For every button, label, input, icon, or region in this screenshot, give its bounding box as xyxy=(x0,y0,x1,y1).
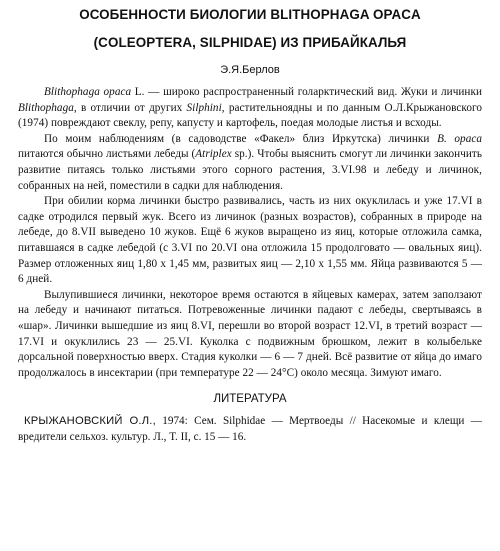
italic-term: B. opaca xyxy=(437,132,483,145)
paragraph-4 xyxy=(18,288,482,382)
reference-entry xyxy=(18,414,482,445)
paper-body xyxy=(18,85,482,381)
text-run: , в отличии от других xyxy=(73,101,187,114)
text-run: При обилии корма личинки быстро развивались, часть из них окуклилась и уже 17.VI в садке отродился первый жук. Всего из личинок (разных возрастов), собранных в природе на лебеде, до 8.VII выведено 10 жуков. Ещё 6 жуков выращено из яиц, которые отложила самка, питавшаяся в садке лебедой (с 3.VI по 20.VI она отложила 15 продолговато — овальных яиц). Размер отложенных яиц 1,80 х 1,45 мм, развитых яиц — 2,10 х 1,55 мм. Яйца развиваются 5 — 6 дней. xyxy=(18,195,482,286)
paper-title-line-1: ОСОБЕННОСТИ БИОЛОГИИ BLITHOPHAGA OPACA xyxy=(79,7,421,22)
reference-text: 1974: Сем. Silphidae — Мертвоеды // Насекомые и клещи — вредители сельхоз. культур. Л., Т. II, с. 15 — 16. xyxy=(18,415,482,443)
text-run: По моим наблюдениям (в садоводстве «Факел» близ Иркутска) личинки xyxy=(44,132,438,145)
text-run: Вылупившиеся личинки, некоторое время остаются в яйцевых камерах, затем заползают на лебеду и начинают питаться. Потревоженные личинки падают с лебеды, свертываясь в «шар». Личинки вышедшие из яиц 8.VI, перешли во второй возраст 12.VI, в третий возраст — 17.VI и окуклились 23 — 25.VI. Куколка с подвижным брюшком, лежит в колыбельке дорсальной поверхностью вверх. Стадия куколки — 6 — 7 дней. Всё развитие от яйца до имаго продолжалось в инсектарии (при температуре 22 — 24°С) около месяца. Зимуют имаго. xyxy=(18,288,482,379)
text-run: , растительноядны и по данным О.Л.Крыжановского (1974) повреждают свеклу, репу, капусту и картофель, поедая молодые листья и всходы. xyxy=(18,101,482,130)
reference-author: КРЫЖАНОВСКИЙ О.Л., xyxy=(24,415,156,428)
paragraph-1 xyxy=(18,85,482,132)
paper-title-line-2: (COLEOPTERA, SILPHIDAE) ИЗ ПРИБАЙКАЛЬЯ xyxy=(93,35,407,50)
italic-term: Silphini xyxy=(186,101,222,114)
text-run: L. — широко распространенный голарктический вид. Жуки и личинки xyxy=(131,86,482,98)
paragraph-2 xyxy=(18,132,482,194)
text-run: питаются обычно листьями лебеды ( xyxy=(18,148,196,161)
paragraph-3 xyxy=(18,194,482,288)
italic-term: Blithophaga xyxy=(18,101,74,114)
italic-term: Blithophaga opaca xyxy=(44,86,132,98)
italic-term: Atriplex xyxy=(195,148,232,161)
literature-heading: ЛИТЕРАТУРА xyxy=(213,393,287,406)
paper-author: Э.Я.Берлов xyxy=(220,64,280,76)
text-run: sp.). Чтобы выяснить смогут ли личинки закончить развитие питаясь только листьями этого сорного растения, 3.VI.98 и лебеду и личинок, собранных на ней, поместили в садки для наблюдения. xyxy=(18,148,482,192)
